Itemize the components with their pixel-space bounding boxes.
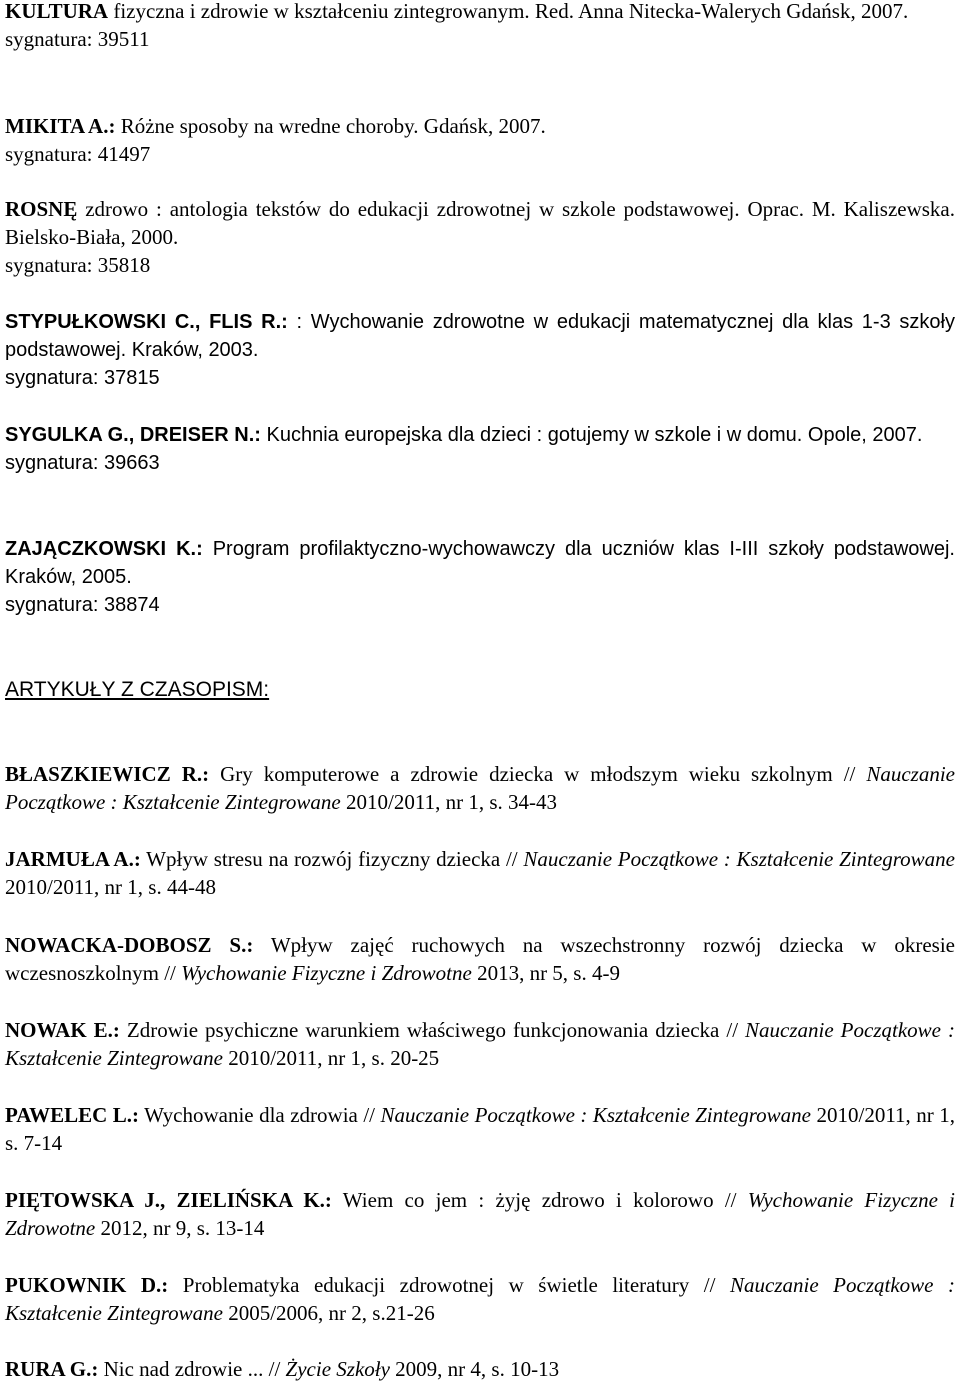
article-title: Zdrowie psychiczne warunkiem właściwego funkcjonowania dziecka // xyxy=(119,1018,746,1042)
article-author: PUKOWNIK D.: xyxy=(5,1273,169,1297)
book-signature: sygnatura: 39663 xyxy=(5,452,160,474)
article-details: 2009, nr 4, s. 10-13 xyxy=(389,1357,560,1381)
article-entry-1 xyxy=(5,760,955,816)
article-details: 2010/2011, nr 1, s. 34-43 xyxy=(340,790,557,814)
book-entry-6 xyxy=(5,535,955,619)
book-text: Różne sposoby na wredne choroby. Gdańsk, 2007. xyxy=(115,114,546,138)
book-text: Kuchnia europejska dla dzieci : gotujemy w szkole i w domu. Opole, 2007. xyxy=(260,424,923,446)
article-details: 2010/2011, nr 1, s. 7-14 xyxy=(5,1103,955,1155)
article-journal: Nauczanie Początkowe : Kształcenie Zintegrowane xyxy=(5,762,955,814)
article-journal: Nauczanie Początkowe : Kształcenie Zintegrowane xyxy=(380,1103,812,1127)
article-entry-3 xyxy=(5,931,955,987)
article-title: Problematyka edukacji zdrowotnej w świetle literatury // xyxy=(168,1273,730,1297)
book-author: ROSNĘ xyxy=(5,197,78,221)
book-author: STYPUŁKOWSKI C., FLIS R.: xyxy=(5,311,288,333)
book-author: MIKITA A.: xyxy=(5,114,116,138)
book-entry-2 xyxy=(5,112,955,168)
book-entry-5 xyxy=(5,421,955,477)
article-entry-5 xyxy=(5,1101,955,1157)
article-entry-7 xyxy=(5,1271,955,1327)
book-text: Program profilaktyczno-wychowawczy dla uczniów klas I-III szkoły podstawowej. Kraków, 2005. xyxy=(5,538,955,588)
article-journal: Wychowanie Fizyczne i Zdrowotne xyxy=(5,1188,955,1240)
book-entry-1 xyxy=(5,0,955,53)
book-author: KULTURA xyxy=(5,0,109,23)
article-author: JARMUŁA A.: xyxy=(5,847,141,871)
article-author: BŁASZKIEWICZ R.: xyxy=(5,762,210,786)
book-signature: sygnatura: 37815 xyxy=(5,367,160,389)
article-author: PIĘTOWSKA J., ZIELIŃSKA K.: xyxy=(5,1188,332,1212)
article-title: Wiem co jem : żyję zdrowo i kolorowo // xyxy=(331,1188,748,1212)
book-signature: sygnatura: 41497 xyxy=(5,142,151,166)
article-journal: Wychowanie Fizyczne i Zdrowotne xyxy=(181,961,472,985)
article-journal: Nauczanie Początkowe : Kształcenie Zintegrowane xyxy=(5,1273,956,1325)
article-title: Wpływ zajęć ruchowych na wszechstronny rozwój dziecka w okresie wczesnoszkolnym // xyxy=(5,933,955,985)
article-author: PAWELEC L.: xyxy=(5,1103,140,1127)
book-author: SYGULKA G., DREISER N.: xyxy=(5,424,261,446)
book-text: : Wychowanie zdrowotne w edukacji matematycznej dla klas 1-3 szkoły podstawowej. Kraków, 2003. xyxy=(5,311,955,361)
article-journal: Nauczanie Początkowe : Kształcenie Zintegrowane xyxy=(523,847,955,871)
article-details: 2010/2011, nr 1, s. 44-48 xyxy=(5,875,216,899)
article-entry-2 xyxy=(5,845,955,901)
article-title: Gry komputerowe a zdrowie dziecka w młodszym wieku szkolnym // xyxy=(209,762,867,786)
article-title: Wpływ stresu na rozwój fizyczny dziecka // xyxy=(140,847,524,871)
article-details: 2013, nr 5, s. 4-9 xyxy=(471,961,620,985)
article-entry-4 xyxy=(5,1016,955,1072)
article-details: 2005/2006, nr 2, s.21-26 xyxy=(222,1301,435,1325)
article-title: Nic nad zdrowie ... // xyxy=(98,1357,286,1381)
article-details: 2012, nr 9, s. 13-14 xyxy=(95,1216,265,1240)
book-author: ZAJĄCZKOWSKI K.: xyxy=(5,538,203,560)
book-entry-3 xyxy=(5,195,955,279)
article-details: 2010/2011, nr 1, s. 20-25 xyxy=(222,1046,440,1070)
book-signature: sygnatura: 39511 xyxy=(5,27,150,51)
article-entry-6 xyxy=(5,1186,955,1242)
article-journal: Życie Szkoły xyxy=(285,1357,390,1381)
article-author: NOWAK E.: xyxy=(5,1018,120,1042)
article-author: NOWACKA-DOBOSZ S.: xyxy=(5,933,254,957)
article-entry-8 xyxy=(5,1355,955,1383)
article-journal: Nauczanie Początkowe : Kształcenie Zintegrowane xyxy=(5,1018,955,1070)
section-heading: ARTYKUŁY Z CZASOPISM: xyxy=(5,678,270,701)
book-text: zdrowo : antologia tekstów do edukacji zdrowotnej w szkole podstawowej. Oprac. M. Kaliszewska. Bielsko-Biała, 2000. xyxy=(5,197,955,249)
book-signature: sygnatura: 35818 xyxy=(5,253,151,277)
book-text: fizyczna i zdrowie w kształceniu zintegrowanym. Red. Anna Nitecka-Walerych Gdańsk, 2007. xyxy=(108,0,909,23)
book-signature: sygnatura: 38874 xyxy=(5,594,160,616)
article-author: RURA G.: xyxy=(5,1357,99,1381)
article-title: Wychowanie dla zdrowia // xyxy=(139,1103,381,1127)
book-entry-4 xyxy=(5,308,955,392)
